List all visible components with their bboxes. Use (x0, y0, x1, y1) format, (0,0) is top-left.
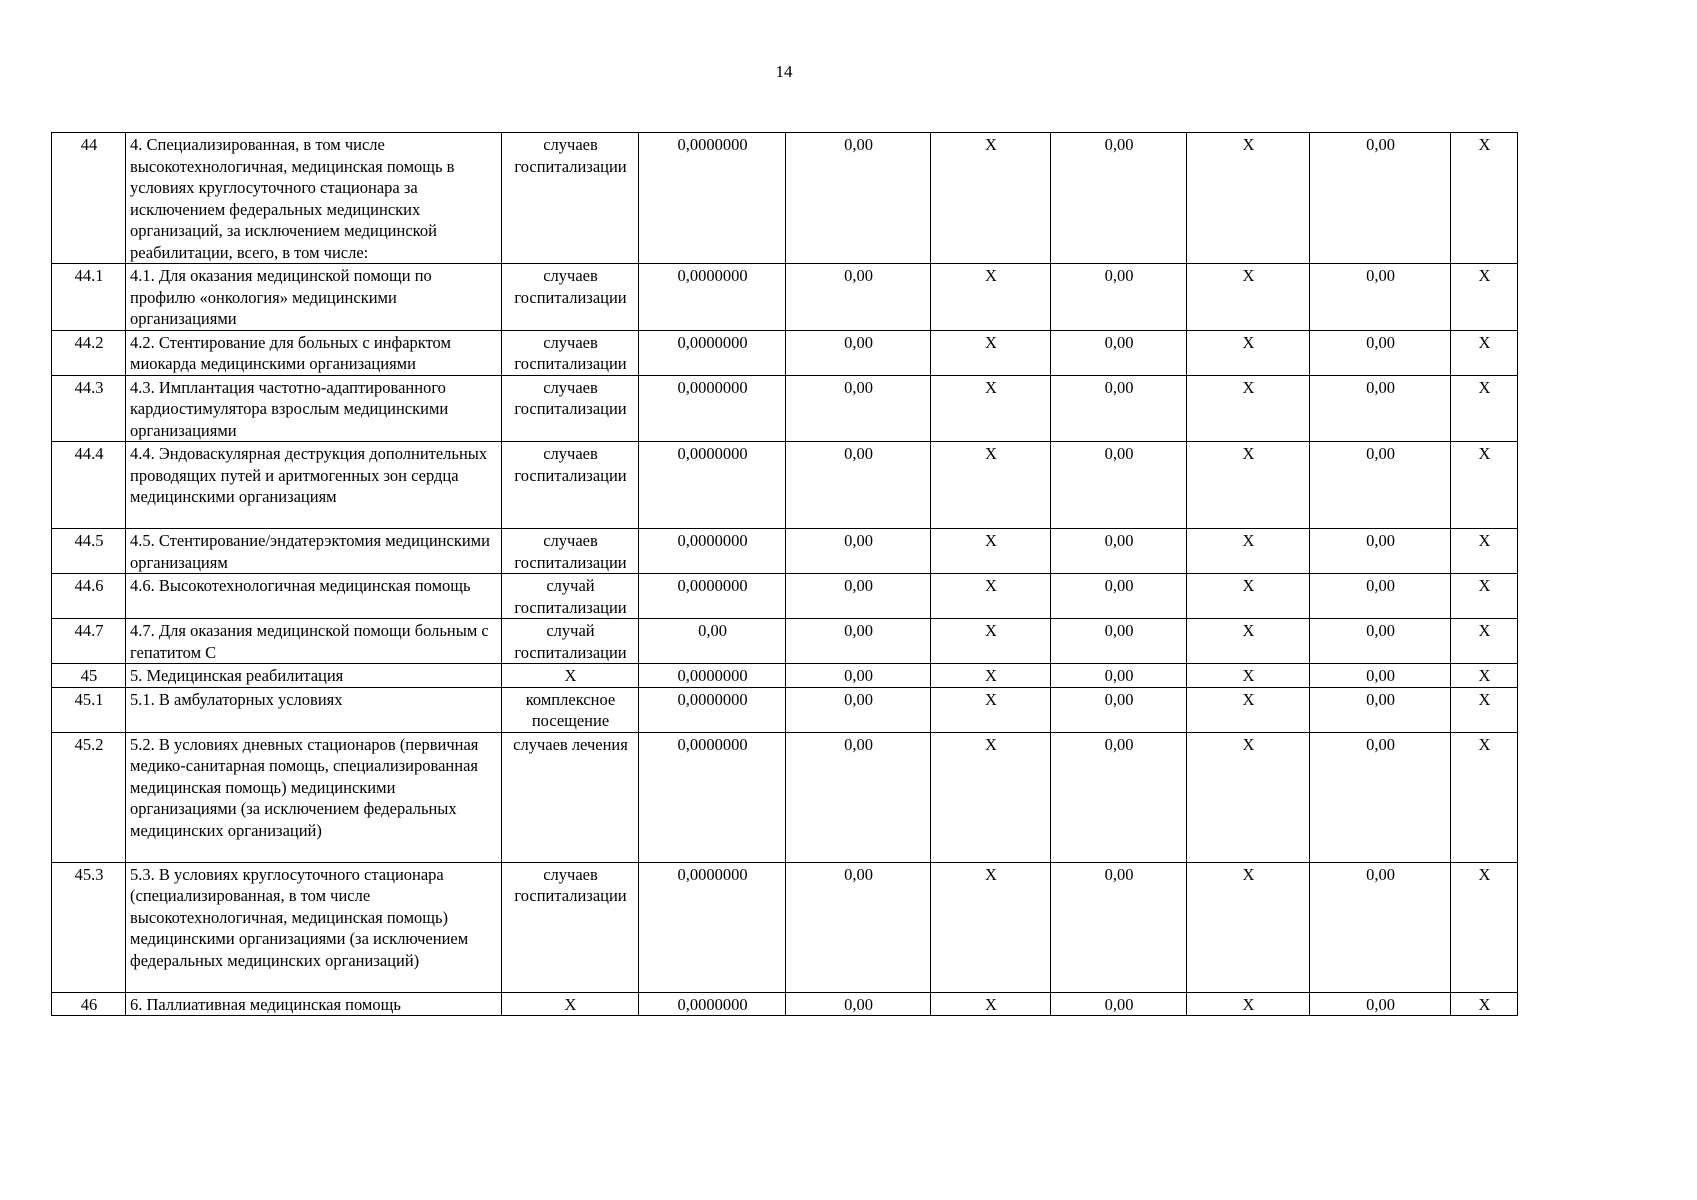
value-cell-2: 0,00 (786, 732, 931, 862)
value-cell-6: 0,00 (1310, 529, 1451, 574)
value-cell-1: 0,0000000 (639, 375, 786, 442)
value-cell-7: X (1451, 664, 1518, 688)
row-name-cell: 5. Медицинская реабилитация (126, 664, 502, 688)
value-cell-6: 0,00 (1310, 133, 1451, 264)
unit-cell: случаев госпитализации (502, 330, 639, 375)
value-cell-6: 0,00 (1310, 264, 1451, 331)
value-cell-2: 0,00 (786, 264, 931, 331)
unit-cell: случаев госпитализации (502, 442, 639, 529)
table-row (52, 992, 1518, 1016)
value-cell-4: 0,00 (1051, 375, 1187, 442)
value-cell-4: 0,00 (1051, 687, 1187, 732)
value-cell-2: 0,00 (786, 133, 931, 264)
row-name-cell: 4.6. Высокотехнологичная медицинская помощь (126, 574, 502, 619)
table-row (52, 133, 1518, 264)
row-number-cell: 44.6 (52, 574, 126, 619)
value-cell-2: 0,00 (786, 664, 931, 688)
row-name-cell: 6. Паллиативная медицинская помощь (126, 992, 502, 1016)
value-cell-4: 0,00 (1051, 574, 1187, 619)
table-row (52, 664, 1518, 688)
table-row (52, 529, 1518, 574)
value-cell-5: X (1187, 375, 1310, 442)
value-cell-6: 0,00 (1310, 330, 1451, 375)
value-cell-7: X (1451, 732, 1518, 862)
value-cell-3: X (931, 375, 1051, 442)
unit-cell: X (502, 992, 639, 1016)
value-cell-1: 0,0000000 (639, 862, 786, 992)
value-cell-4: 0,00 (1051, 330, 1187, 375)
value-cell-7: X (1451, 687, 1518, 732)
value-cell-4: 0,00 (1051, 529, 1187, 574)
value-cell-5: X (1187, 664, 1310, 688)
value-cell-2: 0,00 (786, 862, 931, 992)
value-cell-3: X (931, 619, 1051, 664)
value-cell-1: 0,0000000 (639, 529, 786, 574)
value-cell-1: 0,0000000 (639, 664, 786, 688)
row-name-cell: 4.5. Стентирование/эндатерэктомия медицинскими организациям (126, 529, 502, 574)
value-cell-3: X (931, 574, 1051, 619)
value-cell-1: 0,0000000 (639, 442, 786, 529)
row-number-cell: 44.5 (52, 529, 126, 574)
value-cell-3: X (931, 442, 1051, 529)
value-cell-7: X (1451, 862, 1518, 992)
row-number-cell: 44.2 (52, 330, 126, 375)
row-number-cell: 44.3 (52, 375, 126, 442)
row-number-cell: 45.3 (52, 862, 126, 992)
value-cell-1: 0,0000000 (639, 574, 786, 619)
unit-cell: X (502, 664, 639, 688)
table-row (52, 862, 1518, 992)
table-body (52, 133, 1518, 1016)
value-cell-4: 0,00 (1051, 732, 1187, 862)
unit-cell: комплексное посещение (502, 687, 639, 732)
value-cell-6: 0,00 (1310, 442, 1451, 529)
value-cell-1: 0,0000000 (639, 687, 786, 732)
value-cell-1: 0,0000000 (639, 330, 786, 375)
value-cell-5: X (1187, 992, 1310, 1016)
value-cell-5: X (1187, 330, 1310, 375)
value-cell-5: X (1187, 862, 1310, 992)
value-cell-2: 0,00 (786, 574, 931, 619)
value-cell-6: 0,00 (1310, 732, 1451, 862)
value-cell-6: 0,00 (1310, 619, 1451, 664)
table-row (52, 687, 1518, 732)
value-cell-7: X (1451, 574, 1518, 619)
value-cell-7: X (1451, 529, 1518, 574)
value-cell-4: 0,00 (1051, 664, 1187, 688)
row-number-cell: 46 (52, 992, 126, 1016)
table-row (52, 375, 1518, 442)
value-cell-4: 0,00 (1051, 992, 1187, 1016)
value-cell-3: X (931, 732, 1051, 862)
value-cell-1: 0,0000000 (639, 264, 786, 331)
row-number-cell: 45.2 (52, 732, 126, 862)
value-cell-6: 0,00 (1310, 862, 1451, 992)
unit-cell: случаев госпитализации (502, 862, 639, 992)
value-cell-3: X (931, 330, 1051, 375)
unit-cell: случаев госпитализации (502, 133, 639, 264)
row-name-cell: 5.1. В амбулаторных условиях (126, 687, 502, 732)
value-cell-7: X (1451, 442, 1518, 529)
value-cell-4: 0,00 (1051, 862, 1187, 992)
value-cell-6: 0,00 (1310, 574, 1451, 619)
row-name-cell: 4.4. Эндоваскулярная деструкция дополнительных проводящих путей и аритмогенных зон сердца медицинскими организациям (126, 442, 502, 529)
unit-cell: случай госпитализации (502, 574, 639, 619)
value-cell-3: X (931, 664, 1051, 688)
value-cell-4: 0,00 (1051, 619, 1187, 664)
table-row (52, 574, 1518, 619)
value-cell-1: 0,0000000 (639, 992, 786, 1016)
table-row (52, 330, 1518, 375)
row-number-cell: 44 (52, 133, 126, 264)
value-cell-6: 0,00 (1310, 687, 1451, 732)
value-cell-5: X (1187, 574, 1310, 619)
value-cell-5: X (1187, 687, 1310, 732)
value-cell-7: X (1451, 992, 1518, 1016)
value-cell-3: X (931, 264, 1051, 331)
row-name-cell: 4.2. Стентирование для больных с инфарктом миокарда медицинскими организациями (126, 330, 502, 375)
row-name-cell: 4.3. Имплантация частотно-адаптированного кардиостимулятора взрослым медицинскими организациями (126, 375, 502, 442)
value-cell-5: X (1187, 442, 1310, 529)
value-cell-1: 0,0000000 (639, 133, 786, 264)
value-cell-6: 0,00 (1310, 992, 1451, 1016)
value-cell-5: X (1187, 264, 1310, 331)
data-table (51, 132, 1518, 1016)
value-cell-3: X (931, 529, 1051, 574)
row-number-cell: 44.4 (52, 442, 126, 529)
value-cell-7: X (1451, 330, 1518, 375)
value-cell-7: X (1451, 264, 1518, 331)
value-cell-2: 0,00 (786, 442, 931, 529)
unit-cell: случаев госпитализации (502, 375, 639, 442)
value-cell-3: X (931, 862, 1051, 992)
value-cell-4: 0,00 (1051, 442, 1187, 529)
value-cell-3: X (931, 687, 1051, 732)
row-number-cell: 45.1 (52, 687, 126, 732)
table-row (52, 264, 1518, 331)
row-number-cell: 44.1 (52, 264, 126, 331)
value-cell-2: 0,00 (786, 330, 931, 375)
table-row (52, 732, 1518, 862)
value-cell-2: 0,00 (786, 529, 931, 574)
value-cell-2: 0,00 (786, 375, 931, 442)
value-cell-2: 0,00 (786, 992, 931, 1016)
value-cell-6: 0,00 (1310, 375, 1451, 442)
value-cell-7: X (1451, 133, 1518, 264)
value-cell-3: X (931, 992, 1051, 1016)
value-cell-5: X (1187, 619, 1310, 664)
value-cell-2: 0,00 (786, 687, 931, 732)
unit-cell: случаев госпитализации (502, 264, 639, 331)
table-row (52, 442, 1518, 529)
row-name-cell: 4.7. Для оказания медицинской помощи больным с гепатитом С (126, 619, 502, 664)
value-cell-7: X (1451, 619, 1518, 664)
unit-cell: случаев лечения (502, 732, 639, 862)
value-cell-6: 0,00 (1310, 664, 1451, 688)
row-name-cell: 5.2. В условиях дневных стационаров (первичная медико-санитарная помощь, специализированная медицинская помощь) медицинскими организациями (за исключением федеральных медицинских организаций) (126, 732, 502, 862)
page-number: 14 (775, 62, 793, 81)
row-name-cell: 5.3. В условиях круглосуточного стационара (специализированная, в том числе высокотехнологичная, медицинская помощь) медицинскими организациями (за исключением федеральных медицинских организаций) (126, 862, 502, 992)
value-cell-1: 0,0000000 (639, 732, 786, 862)
value-cell-5: X (1187, 732, 1310, 862)
unit-cell: случай госпитализации (502, 619, 639, 664)
value-cell-4: 0,00 (1051, 133, 1187, 264)
value-cell-1: 0,00 (639, 619, 786, 664)
row-name-cell: 4. Специализированная, в том числе высокотехнологичная, медицинская помощь в условиях круглосуточного стационара за исключением федеральных медицинских организаций, за исключением медицинской реабилитации, всего, в том числе: (126, 133, 502, 264)
value-cell-2: 0,00 (786, 619, 931, 664)
value-cell-5: X (1187, 529, 1310, 574)
value-cell-3: X (931, 133, 1051, 264)
table-row (52, 619, 1518, 664)
value-cell-4: 0,00 (1051, 264, 1187, 331)
row-number-cell: 45 (52, 664, 126, 688)
unit-cell: случаев госпитализации (502, 529, 639, 574)
value-cell-5: X (1187, 133, 1310, 264)
row-name-cell: 4.1. Для оказания медицинской помощи по профилю «онкология» медицинскими организациями (126, 264, 502, 331)
value-cell-7: X (1451, 375, 1518, 442)
row-number-cell: 44.7 (52, 619, 126, 664)
